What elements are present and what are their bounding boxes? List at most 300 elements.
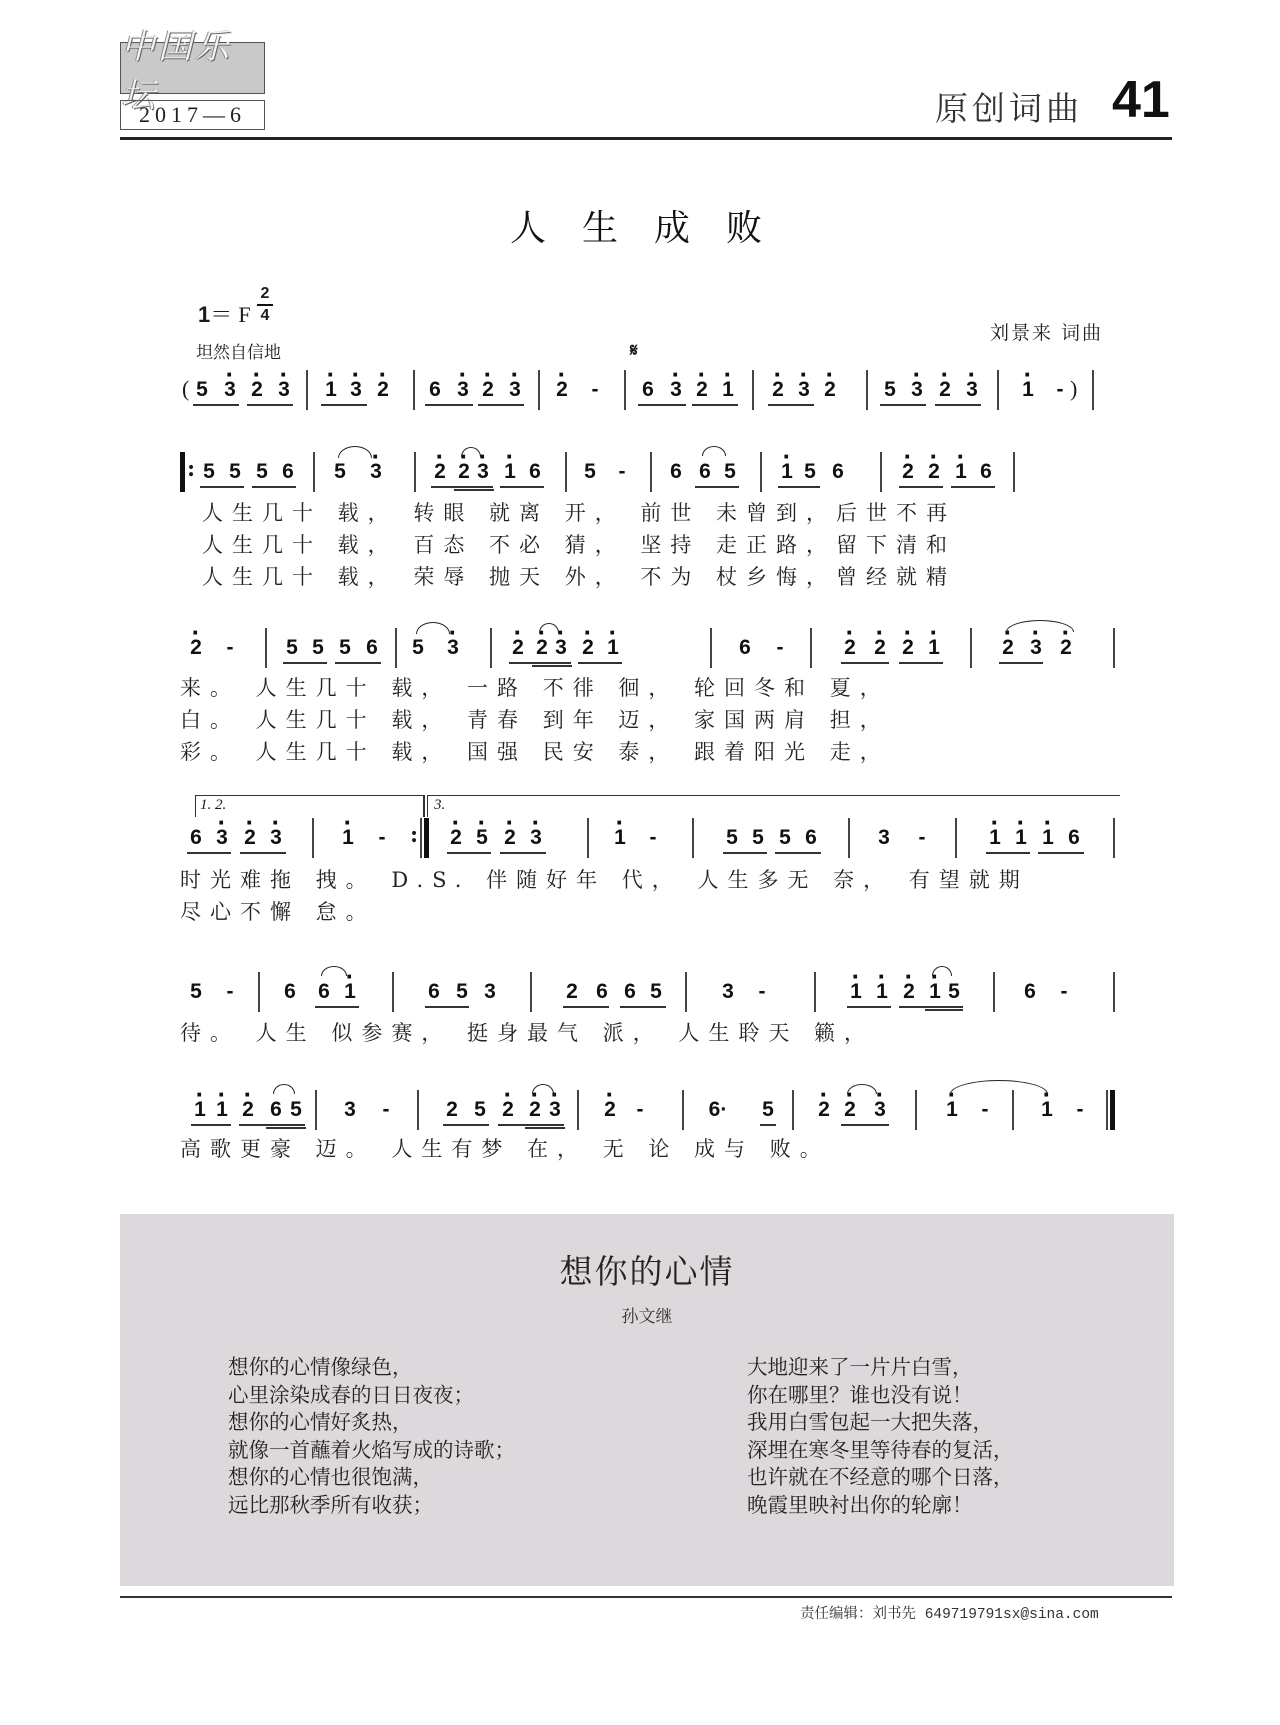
beam: [775, 852, 821, 854]
beam: [447, 852, 491, 854]
key-tonic: 1: [198, 302, 211, 327]
note-dash: -: [1060, 980, 1068, 1003]
note-dash: -: [1056, 378, 1064, 401]
magazine-logo: 中国乐坛: [120, 42, 265, 94]
barline: [692, 818, 694, 858]
note: · 1: [1011, 826, 1031, 850]
note: 6: [1068, 826, 1080, 849]
note: · 3: [473, 460, 493, 484]
beam: [880, 404, 926, 406]
barline: [993, 972, 995, 1012]
beam: [841, 662, 889, 664]
note: · 3: [526, 826, 546, 850]
beam: [899, 486, 943, 488]
note: · 1: [1038, 826, 1058, 850]
note: · 1: [500, 460, 520, 484]
barline: [1012, 1090, 1014, 1130]
note: · 1: [924, 636, 944, 660]
barline: [395, 628, 397, 668]
section-title: 原创词曲: [935, 89, 1083, 128]
lyrics-system-1-verse-2: [180, 529, 1130, 559]
note-dash: -: [776, 636, 784, 659]
staff-system-4: [180, 972, 1130, 1012]
note: 5: [752, 826, 764, 849]
note: · 3: [212, 826, 232, 850]
lyrics-system-1-verse-3: [180, 561, 1130, 591]
repeat-start-barline: [180, 452, 185, 492]
note: 5: [412, 636, 424, 659]
note: 6: [190, 826, 202, 849]
beam: [240, 852, 286, 854]
barline: [490, 628, 492, 668]
staff-system-1: [180, 452, 1130, 492]
lyrics-system-2-verse-1: [180, 672, 1130, 702]
poem-column-left: [228, 1354, 515, 1519]
beam: [200, 486, 244, 488]
note: · 2: [498, 1098, 518, 1122]
barline: [710, 628, 712, 668]
note: · 1: [951, 460, 971, 484]
note: · 1: [1037, 1098, 1057, 1122]
lyric-line: 彩。 人生几十 载， 国强 民安 泰， 跟着阳光 走，: [180, 740, 890, 764]
barline: [685, 972, 687, 1012]
barline: [1113, 628, 1115, 668]
poem-column-right: [747, 1354, 1014, 1519]
note: · 2: [898, 636, 918, 660]
lyrics-system-3-verse-1: [180, 864, 1130, 894]
note: 5: [203, 460, 215, 483]
barline: [760, 452, 762, 492]
note: · 2: [840, 636, 860, 660]
beam: [768, 404, 814, 406]
final-barline-thick: [1110, 1090, 1115, 1130]
note-dash: -: [591, 378, 599, 401]
note-dash: -: [226, 980, 234, 1003]
note-dash: -: [1076, 1098, 1084, 1121]
beam: [321, 404, 367, 406]
note: 6: [284, 980, 296, 1003]
note: · 2: [840, 1098, 860, 1122]
beam: [247, 404, 293, 406]
note: · 2: [899, 980, 919, 1004]
barline: [624, 370, 626, 410]
barline: [265, 628, 267, 668]
note: · 3: [366, 460, 386, 484]
note: · 2: [525, 1098, 545, 1122]
volta-3-label: 3.: [434, 797, 446, 813]
key-signature: [198, 298, 251, 329]
note: · 3: [453, 378, 473, 402]
beam: [443, 1124, 489, 1126]
time-sig-top: 2: [260, 285, 270, 302]
note: · 2: [768, 378, 788, 402]
note: · 2: [446, 826, 466, 850]
barline: [1013, 452, 1015, 492]
lyrics-system-2-verse-2: [180, 704, 1130, 734]
barline: [814, 972, 816, 1012]
note: · 1: [846, 980, 866, 1004]
barline: [682, 1090, 684, 1130]
beam: [431, 486, 493, 488]
beam: [563, 1006, 609, 1008]
lyric-line: 来。 人生几十 载， 一路 不徘 徊， 轮回冬和 夏，: [180, 676, 890, 700]
note: · 3: [1026, 636, 1046, 660]
note: 3: [344, 1098, 356, 1121]
note: 6: [429, 378, 441, 401]
note: · 1: [190, 1098, 210, 1122]
note: 6: [624, 980, 636, 1003]
lyric-line: 待。 人生 似参赛， 挺身最气 派， 人生聆天 籁，: [180, 1021, 875, 1045]
barline: [792, 1090, 794, 1130]
beam: [252, 486, 296, 488]
page-number: 41: [1112, 71, 1170, 129]
poem-line: 我用白雪包起一大把失落，: [747, 1410, 993, 1434]
note: · 2: [935, 378, 955, 402]
staff-system-2: [180, 628, 1130, 668]
note-dash: -: [981, 1098, 989, 1121]
lyrics-system-5: [180, 1133, 1130, 1163]
beam: [425, 1006, 469, 1008]
note: · 1: [603, 636, 623, 660]
note: 5: [948, 980, 960, 1003]
beam: [692, 404, 738, 406]
barline: [313, 452, 315, 492]
note: 6: [428, 980, 440, 1003]
note: · 3: [545, 1098, 565, 1122]
lyrics-system-4: [180, 1017, 1130, 1047]
beam: [638, 404, 686, 406]
beam: [500, 486, 544, 488]
tie: [702, 446, 726, 456]
song-title: 人生成败: [510, 208, 799, 249]
beam: [498, 1124, 564, 1126]
note: 6: [980, 460, 992, 483]
poem-line: 晚霞里映衬出你的轮廓！: [747, 1492, 973, 1517]
note: 5: [650, 980, 662, 1003]
lyric-line: 人生几十 载， 荣辱 抛天 外， 不为 杖乡悔，曾经就精: [202, 565, 957, 589]
final-barline-thin: [1106, 1090, 1108, 1130]
barline: [848, 818, 850, 858]
footer-rule: [120, 1596, 1172, 1598]
beam: [425, 404, 473, 406]
note: 6: [805, 826, 817, 849]
note: 3: [722, 980, 734, 1003]
barline: [538, 370, 540, 410]
tempo-marking: 坦然自信地: [196, 343, 281, 363]
poem-line: 想你的心情好炙热，: [228, 1410, 413, 1434]
note: · 2: [924, 460, 944, 484]
note: · 2: [870, 636, 890, 660]
barline: [530, 972, 532, 1012]
note: 5: [286, 636, 298, 659]
lyric-line: 尽心不懈 怠。: [180, 900, 376, 924]
barline: [752, 370, 754, 410]
beam: [509, 662, 571, 664]
volta-1-2-label: 1. 2.: [200, 797, 227, 813]
beam: [695, 486, 739, 488]
poem-line: 想你的心情也很饱满，: [228, 1465, 433, 1489]
poem-line: 也许就在不经意的哪个日落，: [747, 1465, 1014, 1489]
note: 5: [779, 826, 791, 849]
note: · 3: [962, 378, 982, 402]
issue-number: 2017—6: [120, 100, 265, 130]
barline: [306, 370, 308, 410]
note: · 2: [454, 460, 474, 484]
barline: [955, 818, 957, 858]
beam: [187, 852, 231, 854]
note: · 3: [551, 636, 571, 660]
note-dash: -: [226, 636, 234, 659]
poem-line: 深埋在寒冬里等待春的复活，: [747, 1437, 1014, 1462]
beam: [951, 486, 995, 488]
note: · 3: [266, 826, 286, 850]
barline: [565, 452, 567, 492]
note: 5: [339, 636, 351, 659]
beam: [335, 662, 381, 664]
barline: [258, 972, 260, 1012]
note: · 3: [505, 378, 525, 402]
note: 5: [190, 980, 202, 1003]
note: 3: [484, 980, 496, 1003]
note: · 2: [820, 378, 840, 402]
beam-2: [525, 1127, 565, 1129]
beam: [283, 662, 327, 664]
staff-system-5: [180, 1090, 1130, 1130]
note-dash: -: [918, 826, 926, 849]
note: 2: [566, 980, 578, 1003]
close-paren: ): [1070, 376, 1078, 401]
note: · 1: [212, 1098, 232, 1122]
header-rule: [120, 137, 1172, 140]
note: 5: [256, 460, 268, 483]
note: · 1: [777, 460, 797, 484]
lyric-line: 人生几十 载， 转眼 就离 开， 前世 未曾到，后世不再: [202, 501, 957, 525]
note: · 3: [666, 378, 686, 402]
note: 6: [529, 460, 541, 483]
note: · 2: [373, 378, 393, 402]
note: 6: [832, 460, 844, 483]
beam: [500, 852, 546, 854]
note: 5: [726, 826, 738, 849]
note: · 2: [186, 636, 206, 660]
note: · 3: [443, 636, 463, 660]
beam: [723, 852, 767, 854]
note: 5: [762, 1098, 774, 1121]
note: 6: [1024, 980, 1036, 1003]
barline: [587, 818, 589, 858]
beam-2: [925, 1009, 963, 1011]
beam: [899, 1006, 963, 1008]
note: · 2: [532, 636, 552, 660]
note: · 3: [220, 378, 240, 402]
note: · 1: [942, 1098, 962, 1122]
note: 5: [456, 980, 468, 1003]
note: 6: [699, 460, 711, 483]
note: · 2: [814, 1098, 834, 1122]
barline: [312, 818, 314, 858]
note-dash: -: [649, 826, 657, 849]
note: · 2: [240, 826, 260, 850]
barline: [1092, 370, 1094, 410]
note: 6: [318, 980, 330, 1003]
note-dash: -: [758, 980, 766, 1003]
note: 6: [282, 460, 294, 483]
note: · 3: [274, 378, 294, 402]
footer-editor: 责任编辑：刘书先 649719791sx@sina.com: [800, 1607, 1099, 1623]
note: · 1: [610, 826, 630, 850]
barline: [880, 452, 882, 492]
barline: [866, 370, 868, 410]
note: · 1: [1018, 378, 1038, 402]
segno-icon: 𝄋: [630, 340, 638, 361]
beam: [935, 404, 981, 406]
staff-system-3: [180, 818, 1130, 858]
beam: [239, 1124, 305, 1126]
lyric-line: [180, 864, 1029, 894]
beam: [1038, 852, 1084, 854]
poem-box: [120, 1214, 1174, 1586]
barline: [315, 1090, 317, 1130]
note: · 3: [794, 378, 814, 402]
note: · 2: [998, 636, 1018, 660]
beam: [315, 1006, 359, 1008]
beam: [899, 662, 943, 664]
note: · 2: [578, 636, 598, 660]
lyrics-system-3-verse-2: [180, 896, 1130, 926]
beam-2: [454, 489, 494, 491]
note: · 1: [321, 378, 341, 402]
barline: [414, 452, 416, 492]
note: · 1: [338, 826, 358, 850]
beam: [847, 1006, 891, 1008]
lyric-line: 人生几十 载， 百态 不必 猜， 坚持 走正路，留下清和: [202, 533, 957, 557]
note: 5: [196, 378, 208, 401]
time-sig-bottom: 4: [260, 307, 270, 324]
note-dash: -: [382, 1098, 390, 1121]
poem-line: 你在哪里？谁也没有说！: [747, 1382, 973, 1407]
note-dash: -: [636, 1098, 644, 1121]
barline: [915, 1090, 917, 1130]
note: · 3: [346, 378, 366, 402]
poem-author: 孙文继: [621, 1307, 673, 1327]
poem-line: 心里涂染成春的日日夜夜；: [228, 1382, 474, 1407]
tie: [950, 1080, 1048, 1094]
barline: [417, 1090, 419, 1130]
repeat-end-barline: [420, 818, 422, 858]
repeat-dots: :: [187, 456, 196, 482]
beam-2: [266, 1127, 306, 1129]
note: · 2: [692, 378, 712, 402]
note: 5: [884, 378, 896, 401]
poem-line: 远比那秋季所有收获；: [228, 1492, 433, 1517]
note: · 2: [552, 378, 572, 402]
note: 6: [270, 1098, 282, 1121]
note: · 3: [907, 378, 927, 402]
note: · 1: [925, 980, 945, 1004]
note: 5: [290, 1098, 302, 1121]
barline: [1113, 818, 1115, 858]
poem-line: 想你的心情像绿色，: [228, 1355, 413, 1379]
tie: [273, 1084, 295, 1094]
note: · 1: [872, 980, 892, 1004]
song-credits: 刘景来 词曲: [990, 322, 1104, 344]
open-paren: (: [182, 376, 190, 401]
staff-intro: [180, 370, 1130, 410]
note: 5: [474, 1098, 486, 1121]
barline: [970, 628, 972, 668]
note: 5: [312, 636, 324, 659]
beam: [478, 404, 524, 406]
note: · 1: [718, 378, 738, 402]
repeat-end-barline-thick: [424, 818, 429, 858]
beam: [578, 662, 622, 664]
note: · 2: [500, 826, 520, 850]
beam: [841, 1124, 889, 1126]
note-dash: -: [378, 826, 386, 849]
note: 6: [366, 636, 378, 659]
note: 2: [446, 1098, 458, 1121]
note: · 1: [985, 826, 1005, 850]
note: 5: [334, 460, 346, 483]
note: · 2: [430, 460, 450, 484]
beam: [191, 1124, 231, 1126]
note: 6: [670, 460, 682, 483]
beam-2: [532, 665, 572, 667]
note: · 2: [898, 460, 918, 484]
lyrics-system-1-verse-1: [180, 497, 1130, 527]
poem-title: 想你的心情: [559, 1252, 735, 1291]
note: · 5: [472, 826, 492, 850]
poem-line: 大地迎来了一片片白雪，: [747, 1355, 973, 1379]
note: · 1: [340, 980, 360, 1004]
key-equals: ＝: [210, 302, 233, 327]
note: 6·: [708, 1098, 728, 1121]
beam: [760, 1124, 776, 1126]
note: · 2: [238, 1098, 258, 1122]
lyric-line: 白。 人生几十 载， 青春 到年 迈， 家国两肩 担，: [180, 708, 890, 732]
note: 6: [642, 378, 654, 401]
note: 5: [584, 460, 596, 483]
note: · 3: [870, 1098, 890, 1122]
beam: [193, 404, 239, 406]
barline: [810, 628, 812, 668]
note: 6: [739, 636, 751, 659]
beam: [620, 1006, 666, 1008]
lyrics-system-2-verse-3: [180, 736, 1130, 766]
note: 5: [229, 460, 241, 483]
beam: [778, 486, 820, 488]
note: · 2: [600, 1098, 620, 1122]
tie: [932, 966, 952, 976]
note: 5: [804, 460, 816, 483]
barline: [392, 972, 394, 1012]
barline: [577, 1090, 579, 1130]
beam: [999, 662, 1043, 664]
note: 5: [724, 460, 736, 483]
note: · 2: [1056, 636, 1076, 660]
note: 3: [878, 826, 890, 849]
volta-end: [423, 795, 425, 817]
repeat-dots: :: [410, 822, 419, 848]
beam: [986, 852, 1030, 854]
barline: [1113, 972, 1115, 1012]
poem-line: 就像一首蘸着火焰写成的诗歌；: [228, 1437, 515, 1462]
note: · 2: [508, 636, 528, 660]
lyric-text: 时光难拖 拽。 D.S. 伴随好年 代， 人生多无 奈， 有望就期: [180, 868, 1029, 892]
time-signature: [256, 284, 274, 326]
barline: [650, 452, 652, 492]
note: · 2: [478, 378, 498, 402]
